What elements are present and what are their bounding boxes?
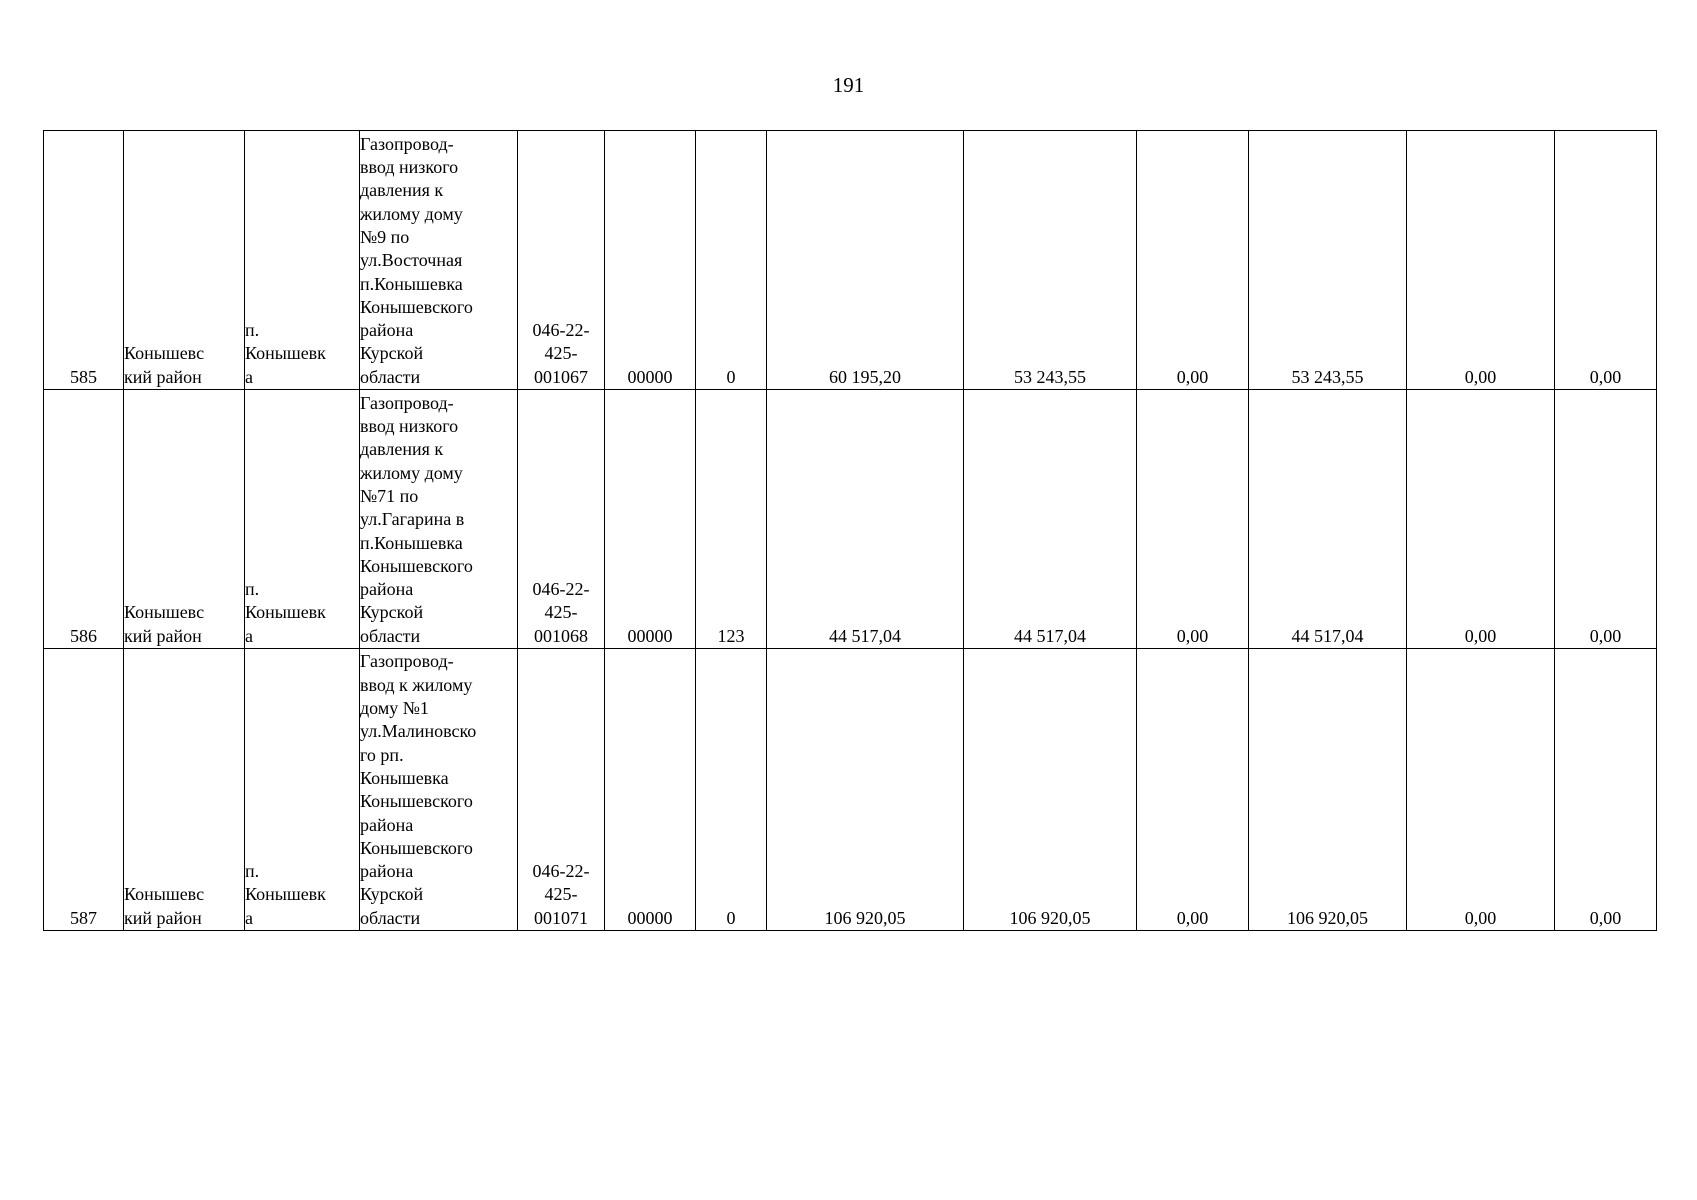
table-body [44,131,1657,931]
cell-line: а [245,625,253,646]
cell-line: 425- [544,343,578,364]
cell-line: 425- [544,602,578,623]
cell-line: Конышевк [245,602,326,623]
value-cell-2: 106 920,05 [964,649,1137,931]
value-cell-3: 0,00 [1137,131,1249,390]
value-cell-6: 0,00 [1555,649,1657,931]
cell-line: Конышевк [245,884,326,905]
value-cell-1: 60 195,20 [767,131,964,390]
cell-line: области [360,907,421,928]
cell-line: Конышевского [360,837,473,858]
cell-line: ул.Гагарина в [360,509,465,530]
value-cell-4: 106 920,05 [1249,649,1407,931]
value-cell-3: 0,00 [1137,390,1249,649]
cell-line: п.Конышевка [360,273,463,294]
value-cell-3: 0,00 [1137,649,1249,931]
district-cell [124,649,245,931]
length-cell: 0 [696,131,767,390]
cell-line: ул.Малиновско [360,721,477,742]
cell-line: Конышевского [360,555,473,576]
cell-line: п. [245,320,260,341]
cell-line: п. [245,579,260,600]
cell-line: го рп. [360,744,404,765]
cell-line: Курской [360,884,424,905]
table-row [44,649,1657,931]
cell-line: Конышевка [360,767,449,788]
cadastral-code-cell [518,649,605,931]
table-row [44,390,1657,649]
settlement-cell [245,390,360,649]
settlement-cell [245,649,360,931]
value-cell-1: 44 517,04 [767,390,964,649]
cell-line: 001068 [534,625,588,646]
cell-line: кий район [124,625,202,646]
cell-line: дому №1 [360,698,429,719]
cell-line: области [360,366,421,387]
cell-line: района [360,861,414,882]
cell-line: 001071 [534,907,588,928]
cadastral-code-cell [518,390,605,649]
cell-line: ввод низкого [360,157,459,178]
cell-line: ввод низкого [360,416,459,437]
value-cell-1: 106 920,05 [767,649,964,931]
cell-line: Конышевского [360,296,473,317]
cell-line: 046-22- [532,579,590,600]
cell-line: Курской [360,343,424,364]
value-cell-5: 0,00 [1407,649,1555,931]
cell-line: Конышевс [124,884,205,905]
value-cell-5: 0,00 [1407,131,1555,390]
value-cell-5: 0,00 [1407,390,1555,649]
row-number-cell: 586 [44,390,124,649]
cell-line: кий район [124,907,202,928]
cell-line: Конышевс [124,602,205,623]
table-row [44,131,1657,390]
length-cell: 0 [696,649,767,931]
cell-line: 046-22- [532,320,590,341]
row-number-cell: 585 [44,131,124,390]
cell-line: района [360,579,414,600]
cell-line: 425- [544,884,578,905]
object-name-cell [360,390,518,649]
cell-line: 001067 [534,366,588,387]
cell-line: района [360,814,414,835]
cell-line: области [360,625,421,646]
value-cell-4: 44 517,04 [1249,390,1407,649]
district-cell [124,390,245,649]
object-name-cell [360,649,518,931]
object-name-cell [360,131,518,390]
value-cell-4: 53 243,55 [1249,131,1407,390]
cell-line: Газопровод- [360,392,454,413]
cell-line: жилому дому [360,462,463,483]
cadastral-code-cell [518,131,605,390]
cell-line: №71 по [360,485,419,506]
cell-line: 046-22- [532,861,590,882]
cell-line: жилому дому [360,203,463,224]
cell-line: ввод к жилому [360,674,473,695]
cell-line: Конышевского [360,791,473,812]
cell-line: Газопровод- [360,651,454,672]
cell-line: №9 по [360,226,410,247]
value-cell-2: 44 517,04 [964,390,1137,649]
cell-line: давления к [360,439,444,460]
cell-line: п. [245,861,260,882]
cell-line: района [360,320,414,341]
code-cell: 00000 [605,649,696,931]
cell-line: Курской [360,602,424,623]
cell-line: Конышевк [245,343,326,364]
cell-line: а [245,907,253,928]
settlement-cell [245,131,360,390]
length-cell: 123 [696,390,767,649]
district-cell [124,131,245,390]
property-registry-table [43,130,1657,931]
value-cell-6: 0,00 [1555,131,1657,390]
cell-line: давления к [360,180,444,201]
code-cell: 00000 [605,390,696,649]
page-number: 191 [832,73,865,97]
value-cell-2: 53 243,55 [964,131,1137,390]
row-number-cell: 587 [44,649,124,931]
value-cell-6: 0,00 [1555,390,1657,649]
cell-line: а [245,366,253,387]
cell-line: п.Конышевка [360,532,463,553]
cell-line: Конышевс [124,343,205,364]
cell-line: кий район [124,366,202,387]
code-cell: 00000 [605,131,696,390]
cell-line: ул.Восточная [360,250,463,271]
cell-line: Газопровод- [360,133,454,154]
